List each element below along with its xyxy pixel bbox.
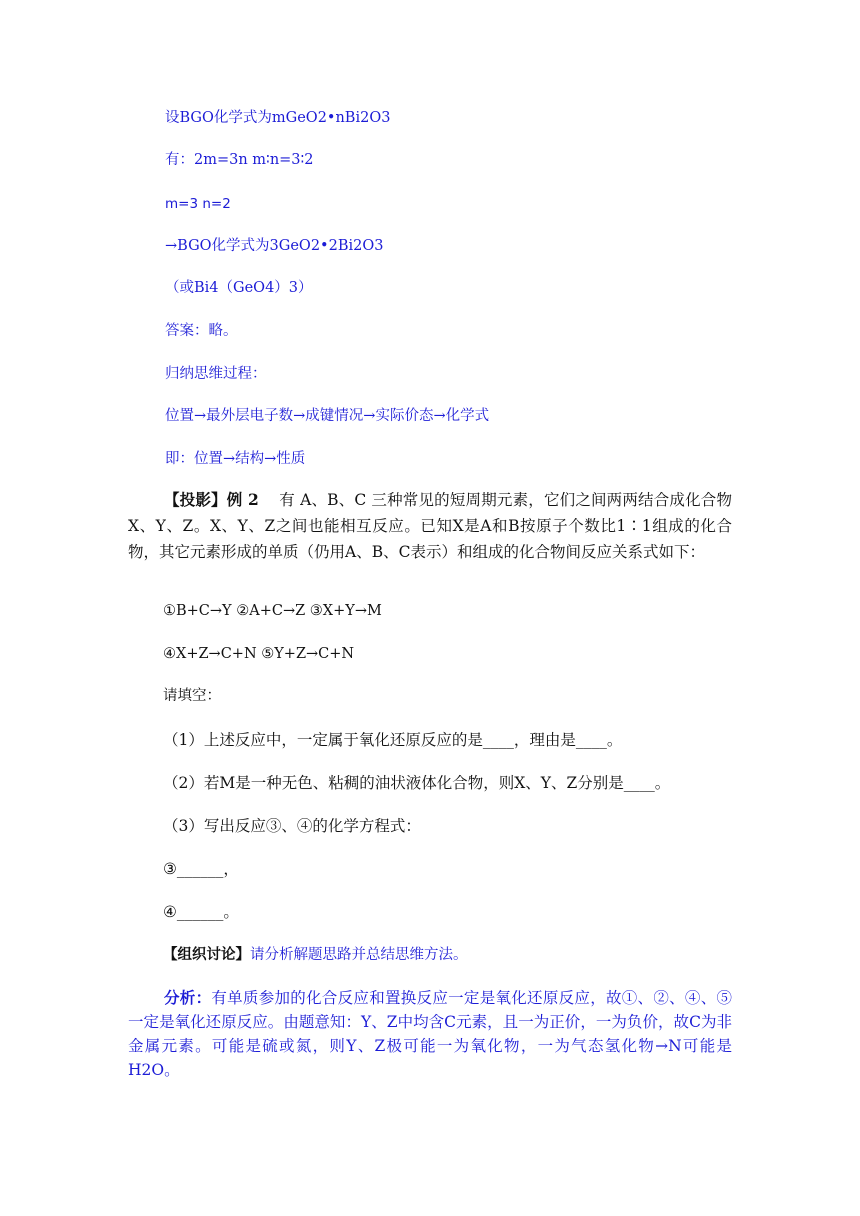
blank-reaction-3: ③______，: [163, 860, 239, 878]
solution-line-process: 位置→最外层电子数→成键情况→实际价态→化学式: [165, 408, 490, 424]
solution-line-answer: 答案：略。: [165, 323, 238, 339]
discussion-line: [163, 945, 468, 965]
discussion-label: 【组织讨论】: [163, 946, 250, 963]
example2-label: 【投影】例 2: [164, 490, 259, 509]
solution-line-equation: 有：2m=3n m∶n=3∶2: [165, 152, 314, 168]
question-1: （1）上述反应中，一定属于氧化还原反应的是____，理由是____。: [163, 731, 623, 749]
solution-line-alt-formula: （或Bi4（GeO4）3）: [165, 280, 313, 296]
solution-line-values: m=3 n=2: [165, 196, 231, 212]
example2-paragraph: [128, 487, 732, 565]
example2-text: 有 A、B、C 三种常见的短周期元素，它们之间两两结合成化合物X、Y、Z。X、Y、Z之间也能相互反应。已知X是A和B按原子个数比1∶1组成的化合物，其它元素形成的单质（仍用A、B、C表示）和组成的化合物间反应关系式如下：: [128, 491, 732, 561]
solution-line-summary-title: 归纳思维过程：: [165, 366, 267, 382]
fill-prompt: 请填空：: [163, 688, 221, 704]
solution-line-result: →BGO化学式为3GeO2•2Bi2O3: [165, 238, 384, 254]
analysis-label: 分析：: [164, 988, 212, 1007]
reactions-row-1: ①B+C→Y ②A+C→Z ③X+Y→M: [163, 603, 382, 619]
discussion-text: 请分析解题思路并总结思维方法。: [250, 947, 468, 963]
reactions-row-2: ④X+Z→C+N ⑤Y+Z→C+N: [163, 646, 355, 662]
blank-reaction-4: ④______。: [163, 903, 239, 921]
analysis-text: 有单质参加的化合反应和置换反应一定是氧化还原反应，故①、②、④、⑤一定是氧化还原反应。由题意知：Y、Z中均含C元素，且一为正价，一为负价，故C为非金属元素。可能是硫或氮，则Y、Z极可能一为氧化物，一为气态氢化物→N可能是H2O。: [128, 989, 732, 1079]
solution-line-formula: 设BGO化学式为mGeO2•nBi2O3: [165, 110, 391, 126]
question-2: （2）若M是一种无色、粘稠的油状液体化合物，则X、Y、Z分别是____。: [163, 774, 671, 792]
analysis-paragraph: [128, 986, 732, 1082]
question-3: （3）写出反应③、④的化学方程式：: [163, 817, 421, 835]
solution-line-short-process: 即：位置→结构→性质: [165, 451, 306, 467]
